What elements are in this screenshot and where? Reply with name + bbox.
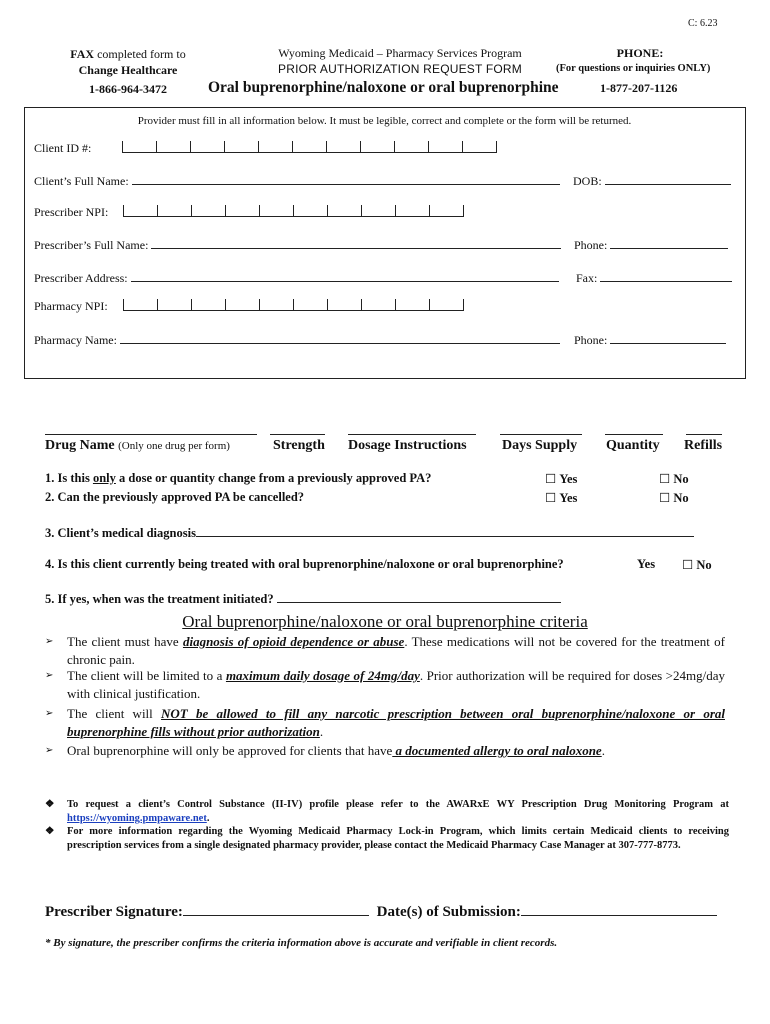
question-4: 4. Is this client currently being treated with oral buprenorphine/naloxone or oral buprenorphine?	[45, 557, 564, 571]
signature-row	[45, 901, 717, 921]
q4-no-option[interactable]: ☐ No	[682, 558, 712, 572]
phone-label: PHONE:	[616, 46, 664, 60]
note-pdmp: ❖ To request a client’s Control Substance (II-IV) profile please refer to the AWARxE WY Prescription Drug Monitoring Program at https://wyoming.pmpaware.net.	[45, 799, 729, 824]
pdmp-link[interactable]: https://wyoming.pmpaware.net	[67, 813, 207, 824]
question-2: 2. Can the previously approved PA be cancelled?	[45, 490, 305, 504]
strength-header: Strength	[273, 438, 325, 453]
question-5: 5. If yes, when was the treatment initiated?	[45, 590, 561, 607]
days-supply-header: Days Supply	[502, 438, 578, 453]
provider-info-box	[24, 107, 746, 379]
fax-block	[48, 46, 208, 97]
pharmacy-name-label: Pharmacy Name:	[34, 333, 117, 347]
form-name: PRIOR AUTHORIZATION REQUEST FORM	[278, 62, 522, 76]
client-id-row	[34, 141, 497, 156]
note-lock-in: ❖ For more information regarding the Wyoming Medicaid Pharmacy Lock-in Program, which limits certain Medicaid clients to receiving prescription services from a single designated pharmacy provider, please contact the Medicaid Pharmacy Case Manager at 307-777-8773.	[45, 826, 729, 851]
prescriber-name-label: Prescriber’s Full Name:	[34, 238, 149, 252]
pharmacy-phone-field[interactable]	[610, 331, 726, 344]
client-id-label: Client ID #:	[34, 141, 92, 155]
treatment-date-field[interactable]	[277, 590, 561, 603]
pharmacy-name-field[interactable]	[120, 331, 560, 344]
client-name-label: Client’s Full Name:	[34, 174, 129, 188]
pharmacy-name-row	[34, 331, 560, 348]
dosage-header: Dosage Instructions	[348, 438, 467, 453]
criteria-item-4: ➢ Oral buprenorphine will only be approved for clients that have a documented allergy to oral naloxone.	[45, 743, 605, 758]
checkbox-icon[interactable]: ☐	[659, 472, 671, 486]
prescriber-phone-label: Phone:	[574, 238, 608, 252]
form-version: C: 6.23	[688, 18, 718, 29]
prescriber-address-field[interactable]	[131, 269, 559, 282]
prescriber-npi-row	[34, 205, 464, 220]
client-name-row	[34, 172, 560, 189]
dob-label: DOB:	[573, 174, 602, 188]
q2-yes-option[interactable]: ☐ Yes	[545, 491, 578, 505]
drug-name-header: Drug Name (Only one drug per form)	[45, 438, 230, 453]
prescriber-phone-field[interactable]	[610, 236, 728, 249]
criteria-item-1: ➢ The client must have diagnosis of opioid dependence or abuse. These medications will not be covered for the treatment of chronic pain.	[45, 634, 725, 667]
submission-date-field[interactable]	[521, 901, 717, 916]
diamond-bullet-icon: ❖	[45, 799, 55, 810]
client-name-field[interactable]	[132, 172, 560, 185]
fax-label: FAX	[70, 47, 95, 61]
checkbox-icon[interactable]: ☐	[545, 472, 557, 486]
phone-number: 1-877-207-1126	[600, 81, 678, 95]
prescriber-name-row	[34, 236, 561, 253]
provider-instruction: Provider must fill in all information below. It must be legible, correct and complete or the form will be returned.	[137, 115, 632, 127]
pharmacy-phone-row	[574, 331, 726, 348]
pharmacy-npi-row	[34, 299, 464, 314]
pharmacy-npi-field[interactable]	[123, 299, 464, 314]
drug-name-note: (Only one drug per form)	[118, 440, 230, 452]
dob-field[interactable]	[605, 172, 731, 185]
quantity-header: Quantity	[606, 438, 660, 453]
phone-note: (For questions or inquiries ONLY)	[556, 63, 711, 74]
submission-date-label: Date(s) of Submission:	[376, 904, 521, 920]
arrow-bullet-icon: ➢	[45, 745, 54, 756]
arrow-bullet-icon: ➢	[45, 636, 54, 647]
question-3: 3. Client’s medical diagnosis	[45, 524, 694, 541]
strength-line[interactable]	[270, 434, 325, 435]
client-id-field[interactable]	[122, 141, 497, 156]
pharmacy-phone-label: Phone:	[574, 333, 608, 347]
checkbox-icon[interactable]: ☐	[659, 491, 671, 505]
checkbox-icon[interactable]: ☐	[682, 558, 694, 572]
diagnosis-field[interactable]	[196, 524, 694, 537]
question-1-only: only	[92, 471, 116, 485]
prescriber-npi-field[interactable]	[123, 205, 464, 220]
question-1: 1. Is this only a dose or quantity change from a previously approved PA?	[45, 471, 432, 485]
prescriber-address-label: Prescriber Address:	[34, 271, 128, 285]
prescriber-phone-row	[574, 236, 728, 253]
form-title: Oral buprenorphine/naloxone or oral buprenorphine	[208, 79, 559, 96]
fax-field-label: Fax:	[576, 271, 598, 285]
dob-row	[573, 172, 731, 189]
pharmacy-npi-label: Pharmacy NPI:	[34, 299, 108, 313]
prescriber-signature-field[interactable]	[183, 901, 369, 916]
signature-footnote: * By signature, the prescriber confirms the criteria information above is accurate and verifiable in client records.	[45, 937, 558, 949]
criteria-title: Oral buprenorphine/naloxone or oral buprenorphine criteria	[182, 612, 588, 631]
fax-field[interactable]	[600, 269, 732, 282]
criteria-item-2: ➢ The client will be limited to a maximum daily dosage of 24mg/day. Prior authorization will be required for doses >24mg/day with clinical justification.	[45, 668, 726, 701]
prescriber-address-row	[34, 269, 559, 286]
fax-row	[576, 269, 732, 286]
q2-no-option[interactable]: ☐ No	[659, 491, 689, 505]
refills-line[interactable]	[686, 434, 722, 435]
prescriber-npi-label: Prescriber NPI:	[34, 205, 109, 219]
fax-instruction: completed form to	[97, 47, 186, 61]
dosage-line[interactable]	[348, 434, 476, 435]
program-name: Wyoming Medicaid – Pharmacy Services Program	[278, 46, 522, 60]
arrow-bullet-icon: ➢	[45, 670, 54, 681]
prescriber-name-field[interactable]	[151, 236, 561, 249]
q1-yes-option[interactable]: ☐ Yes	[545, 472, 578, 486]
q1-no-option[interactable]: ☐ No	[659, 472, 689, 486]
arrow-bullet-icon: ➢	[45, 708, 54, 719]
fax-number: 1-866-964-3472	[89, 82, 167, 96]
refills-header: Refills	[684, 438, 723, 453]
fax-recipient: Change Healthcare	[78, 63, 178, 77]
days-supply-line[interactable]	[500, 434, 582, 435]
checkbox-icon[interactable]: ☐	[545, 491, 557, 505]
diamond-bullet-icon: ❖	[45, 826, 55, 837]
drug-name-line[interactable]	[45, 434, 257, 435]
quantity-line[interactable]	[605, 434, 663, 435]
prescriber-signature-label: Prescriber Signature:	[45, 904, 183, 920]
q4-yes-option[interactable]: Yes	[637, 557, 656, 571]
criteria-item-3: ➢ The client will NOT be allowed to fill any narcotic prescription between oral buprenorphine/naloxone or oral buprenorphine fills without prior authorization.	[45, 706, 725, 739]
